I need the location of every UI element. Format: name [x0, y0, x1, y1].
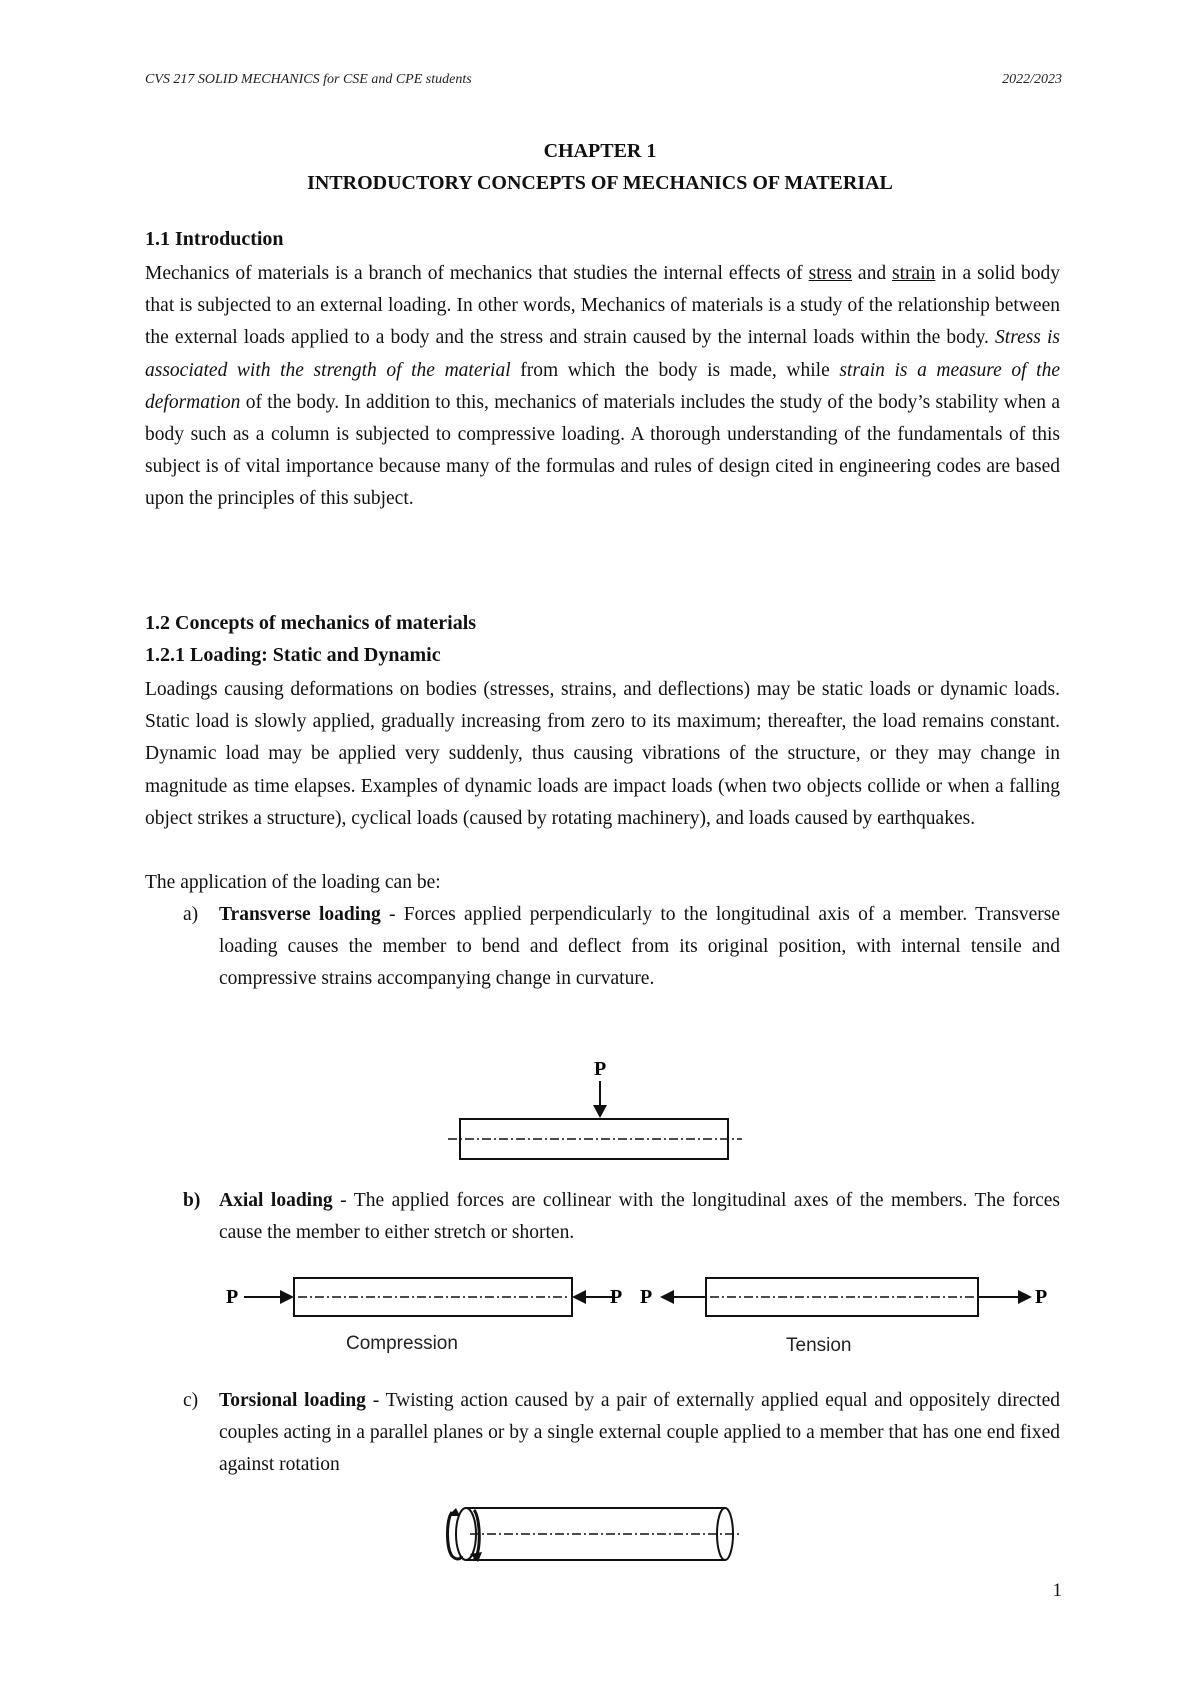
list-item-transverse: a) Transverse loading - Forces applied perpendicularly to the longitudinal axis of a member. Transverse loading causes the member to bend and deflect from its original position, with internal tensile and compressive strains accompanying change in curvature.	[183, 904, 1060, 990]
loading-paragraph: Loadings causing deformations on bodies (stresses, strains, and deflections) may be static loads or dynamic loads. Static load is slowly applied, gradually increasing from zero to its maximum; thereafter, the load remains constant. Dynamic load may be applied very suddenly, thus causing vibrations of the structure, or they may change in magnitude as time elapses. Examples of dynamic loads are impact loads (when two objects collide or when a falling object strikes a structure), cyclical loads (caused by rotating machinery), and loads caused by earthquakes.	[145, 679, 1060, 829]
introduction-paragraph: Mechanics of materials is a branch of mechanics that studies the internal effects of stress and strain in a solid body that is subjected to an external loading. In other words, Mechanics of materials is a study of the relationship between the external loads applied to a body and the stress and strain caused by the internal loads within the body. Stress is associated with the strength of the material from which the body is made, while strain is a measure of the deformation of the body. In addition to this, mechanics of materials includes the study of the body’s stability when a body such as a column is subjected to compressive loading. A thorough understanding of the fundamentals of this subject is of vital importance because many of the formulas and rules of design cited in engineering codes are based upon the principles of this subject.	[145, 263, 1060, 510]
compression-figure	[220, 1270, 630, 1320]
term-transverse-loading: Transverse loading	[219, 904, 381, 925]
list-item-axial: b) Axial loading - The applied forces are collinear with the longitudinal axes of the members. The forces cause the member to either stretch or shorten.	[183, 1190, 1060, 1244]
strain-term: strain	[892, 263, 936, 284]
force-label-p-right: P	[610, 1286, 623, 1308]
force-label-p: P	[594, 1058, 607, 1080]
chapter-number: CHAPTER 1	[543, 140, 657, 162]
torsional-loading-figure	[440, 1498, 760, 1570]
force-label-p-left: P	[226, 1286, 239, 1308]
running-header-course: CVS 217 SOLID MECHANICS for CSE and CPE students	[145, 72, 472, 87]
tension-label: Tension	[786, 1335, 852, 1356]
force-label-p-right: P	[1035, 1286, 1048, 1308]
list-item-torsional: c) Torsional loading - Twisting action caused by a pair of externally applied equal and oppositely directed couples acting in a parallel planes or by a single external couple applied to a member that has one end fixed against rotation	[183, 1390, 1060, 1476]
running-header-year: 2022/2023	[1002, 72, 1062, 87]
force-label-p-left: P	[640, 1286, 653, 1308]
compression-label: Compression	[346, 1333, 458, 1354]
section-heading-introduction: 1.1 Introduction	[145, 228, 284, 250]
page-number: 1	[1052, 1580, 1062, 1601]
section-heading-concepts: 1.2 Concepts of mechanics of materials	[145, 612, 477, 634]
transverse-loading-figure	[440, 1055, 760, 1165]
tension-figure	[630, 1270, 1060, 1320]
term-axial-loading: Axial loading	[219, 1190, 333, 1211]
term-torsional-loading: Torsional loading	[219, 1390, 366, 1411]
chapter-title: INTRODUCTORY CONCEPTS OF MECHANICS OF MATERIAL	[307, 172, 893, 194]
stress-term: stress	[808, 263, 852, 284]
subsection-heading-loading: 1.2.1 Loading: Static and Dynamic	[145, 644, 441, 666]
loading-application-intro: The application of the loading can be:	[145, 872, 441, 893]
